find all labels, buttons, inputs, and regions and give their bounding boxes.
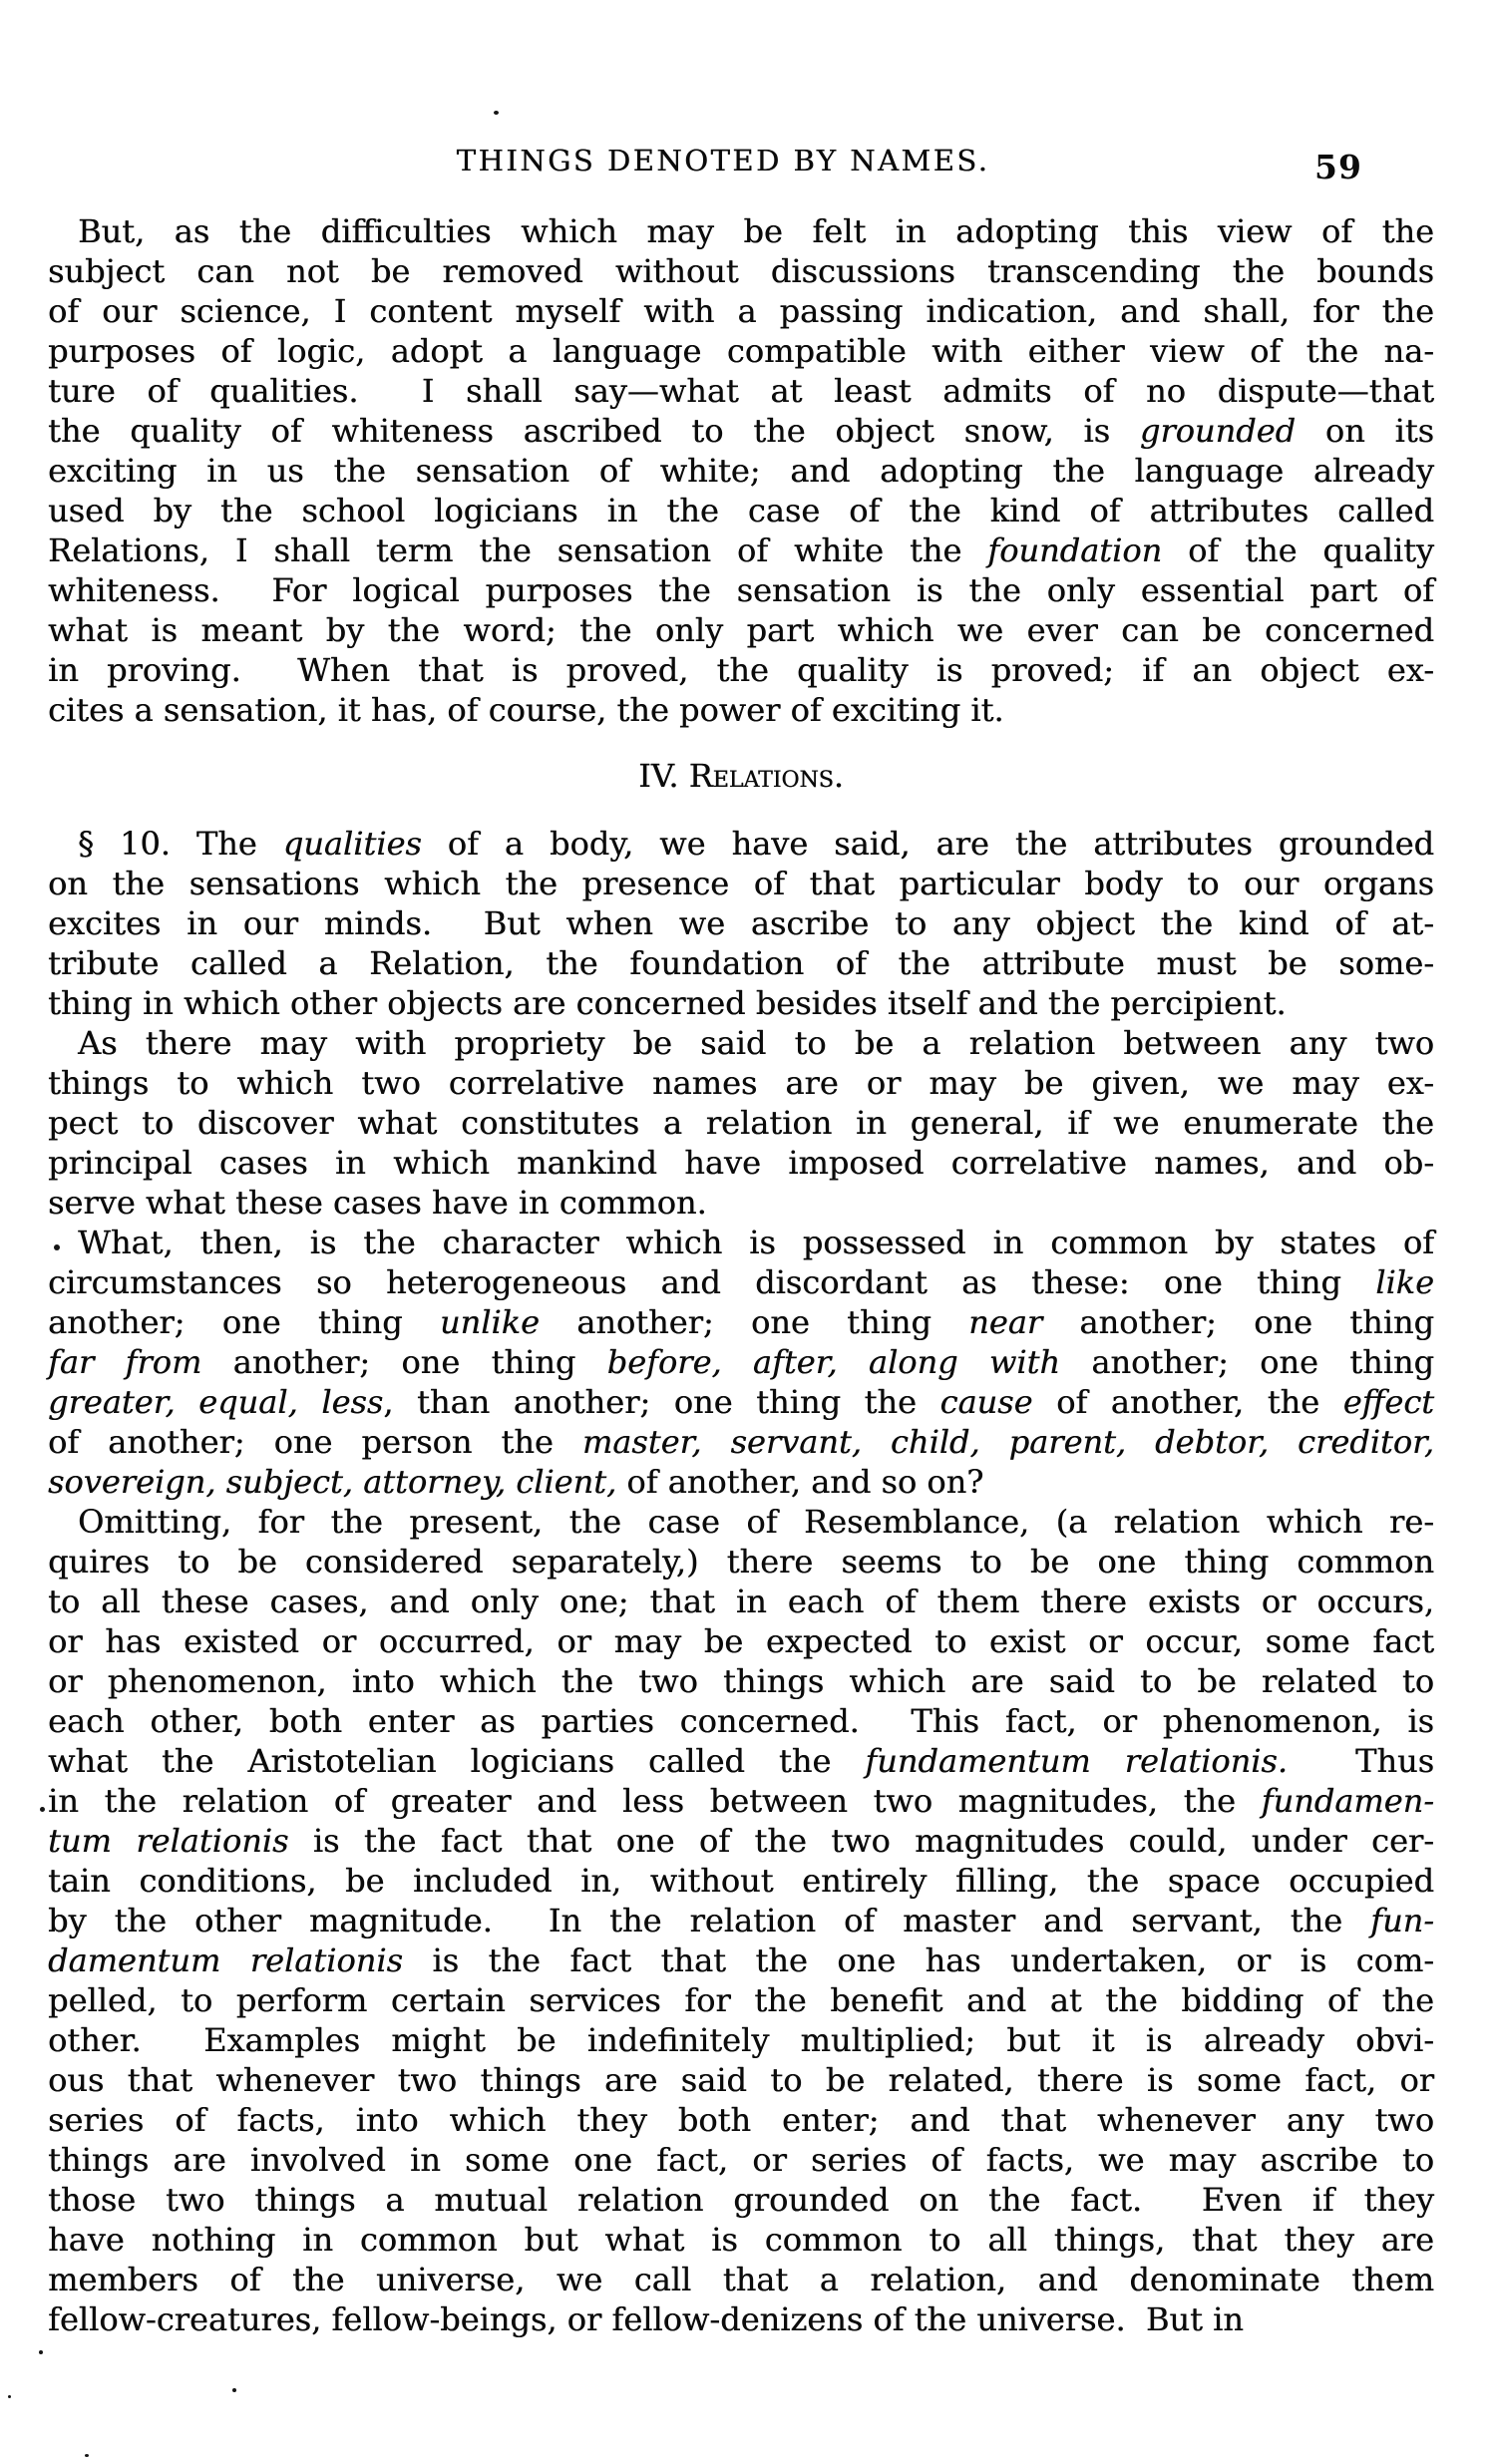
italic-text: fundamentum relationis. bbox=[865, 1742, 1289, 1780]
text-line: the quality of whiteness ascribed to the object snow, is grounded on its bbox=[48, 412, 1435, 450]
text-line: Relations, I shall term the sensation of white the foundation of the quality bbox=[48, 531, 1435, 569]
scan-speck bbox=[40, 1807, 45, 1812]
text-line: things to which two correlative names are or may be given, we may ex- bbox=[48, 1064, 1434, 1102]
text-line: fellow-creatures, fellow-beings, or fellow-denizens of the universe. But in bbox=[48, 2300, 1244, 2338]
italic-text: near bbox=[968, 1303, 1043, 1341]
page-number: 59 bbox=[1314, 148, 1362, 186]
scan-speck bbox=[39, 2350, 43, 2354]
text-line: damentum relationis is the fact that the one has undertaken, or is com- bbox=[48, 1941, 1435, 1979]
text-line: As there may with propriety be said to be a relation between any two bbox=[78, 1024, 1434, 1062]
italic-text: grounded bbox=[1139, 412, 1297, 450]
italic-text: sovereign, subject, attorney, client, bbox=[48, 1463, 617, 1501]
text-line: in the relation of greater and less between two magnitudes, the fundamen- bbox=[48, 1782, 1434, 1820]
text-line: each other, both enter as parties concerned. This fact, or phenomenon, is bbox=[48, 1702, 1434, 1740]
text-line: But, as the difficulties which may be felt in adopting this view of the bbox=[78, 212, 1434, 250]
italic-text: like bbox=[1375, 1263, 1434, 1301]
text-line: tum relationis is the fact that one of the two magnitudes could, under cer- bbox=[48, 1822, 1435, 1860]
running-header: THINGS DENOTED BY NAMES. bbox=[456, 144, 990, 177]
scan-speck bbox=[8, 2395, 11, 2398]
text-line: Omitting, for the present, the case of Resemblance, (a relation which re- bbox=[78, 1503, 1434, 1541]
italic-text: cause bbox=[939, 1383, 1033, 1421]
paragraph bbox=[48, 824, 1434, 1023]
text-line: subject can not be removed without discussions transcending the bounds bbox=[48, 252, 1434, 290]
text-line: another; one thing unlike another; one thing near another; one thing bbox=[48, 1303, 1435, 1341]
text-line: cites a sensation, it has, of course, the power of exciting it. bbox=[48, 691, 1004, 729]
text-line: things are involved in some one fact, or series of facts, we may ascribe to bbox=[48, 2141, 1434, 2179]
text-line: quires to be considered separately,) there seems to be one thing common bbox=[48, 1543, 1434, 1581]
italic-text: far from bbox=[48, 1343, 202, 1381]
italic-text: qualities bbox=[282, 825, 422, 863]
italic-text: fun- bbox=[1370, 1902, 1434, 1939]
text-line: series of facts, into which they both enter; and that whenever any two bbox=[48, 2101, 1434, 2139]
text-line: used by the school logicians in the case of the kind of attributes called bbox=[48, 492, 1434, 529]
section-title: Relations. bbox=[688, 757, 844, 795]
text-line: those two things a mutual relation grounded on the fact. Even if they bbox=[48, 2181, 1434, 2219]
text-line: or phenomenon, into which the two things which are said to be related to bbox=[48, 1662, 1434, 1700]
text-line: greater, equal, less, than another; one thing the cause of another, the effect bbox=[48, 1383, 1435, 1421]
text-line: in proving. When that is proved, the quality is proved; if an object ex- bbox=[48, 651, 1434, 689]
scan-speck bbox=[54, 1244, 60, 1250]
scan-speck bbox=[85, 2454, 89, 2457]
text-line: whiteness. For logical purposes the sensation is the only essential part of bbox=[48, 571, 1434, 609]
italic-text: master, servant, child, parent, debtor, creditor, bbox=[581, 1423, 1435, 1461]
text-line: other. Examples might be indefinitely multiplied; but it is already obvi- bbox=[48, 2021, 1434, 2059]
text-line: what the Aristotelian logicians called the fundamentum relationis. Thus bbox=[48, 1742, 1435, 1780]
text-line: or has existed or occurred, or may be expected to exist or occur, some fact bbox=[48, 1622, 1434, 1660]
text-block bbox=[48, 211, 1434, 2339]
text-line: circumstances so heterogeneous and discordant as these: one thing like bbox=[48, 1263, 1434, 1301]
text-line: of another; one person the master, servant, child, parent, debtor, creditor, bbox=[48, 1423, 1435, 1461]
text-line: thing in which other objects are concerned besides itself and the percipient. bbox=[48, 984, 1287, 1022]
italic-text: damentum relationis bbox=[48, 1941, 403, 1979]
text-line: excites in our minds. But when we ascribe to any object the kind of at- bbox=[48, 904, 1434, 942]
text-line: pelled, to perform certain services for the benefit and at the bidding of the bbox=[48, 1981, 1434, 2019]
italic-text: tum relationis bbox=[48, 1822, 289, 1860]
text-line: purposes of logic, adopt a language compatible with either view of the na- bbox=[48, 332, 1434, 370]
text-line: principal cases in which mankind have imposed correlative names, and ob- bbox=[48, 1144, 1434, 1182]
italic-text: greater, equal, less bbox=[48, 1383, 384, 1421]
text-line: sovereign, subject, attorney, client, of another, and so on? bbox=[48, 1463, 984, 1501]
text-line: What, then, is the character which is possessed in common by states of bbox=[78, 1224, 1434, 1261]
italic-text: before, after, along with bbox=[606, 1343, 1060, 1381]
italic-text: foundation bbox=[987, 531, 1163, 569]
section-numeral: IV. bbox=[638, 757, 689, 795]
text-line: what is meant by the word; the only part which we ever can be concerned bbox=[48, 611, 1434, 649]
text-line: far from another; one thing before, after, along with another; one thing bbox=[48, 1343, 1435, 1381]
italic-text: unlike bbox=[439, 1303, 540, 1341]
scan-speck bbox=[494, 111, 499, 115]
text-line: exciting in us the sensation of white; and adopting the language already bbox=[48, 452, 1434, 490]
text-line: members of the universe, we call that a relation, and denominate them bbox=[48, 2261, 1434, 2298]
text-line: by the other magnitude. In the relation of master and servant, the fun- bbox=[48, 1902, 1434, 1939]
text-line: tribute called a Relation, the foundation of the attribute must be some- bbox=[48, 944, 1434, 982]
text-line: § 10. The qualities of a body, we have said, are the attributes grounded bbox=[78, 825, 1435, 863]
text-line: of our science, I content myself with a passing indication, and shall, for the bbox=[48, 292, 1434, 330]
italic-text: effect bbox=[1342, 1383, 1435, 1421]
text-line: tain conditions, be included in, without entirely filling, the space occupied bbox=[48, 1862, 1434, 1900]
section-heading bbox=[48, 756, 1434, 796]
text-line: on the sensations which the presence of that particular body to our organs bbox=[48, 865, 1434, 902]
paragraph bbox=[48, 1502, 1434, 2339]
text-line: serve what these cases have in common. bbox=[48, 1184, 707, 1222]
text-line: have nothing in common but what is common to all things, that they are bbox=[48, 2221, 1434, 2259]
paragraph bbox=[48, 1023, 1434, 1223]
italic-text: fundamen- bbox=[1261, 1782, 1434, 1820]
text-line: pect to discover what constitutes a relation in general, if we enumerate the bbox=[48, 1104, 1434, 1142]
text-line: to all these cases, and only one; that in each of them there exists or occurs, bbox=[48, 1583, 1434, 1620]
paragraph bbox=[48, 1223, 1434, 1502]
scan-speck bbox=[232, 2388, 236, 2392]
text-line: ous that whenever two things are said to be related, there is some fact, or bbox=[48, 2061, 1434, 2099]
paragraph bbox=[48, 211, 1434, 730]
text-line: ture of qualities. I shall say—what at least admits of no dispute—that bbox=[48, 372, 1434, 410]
